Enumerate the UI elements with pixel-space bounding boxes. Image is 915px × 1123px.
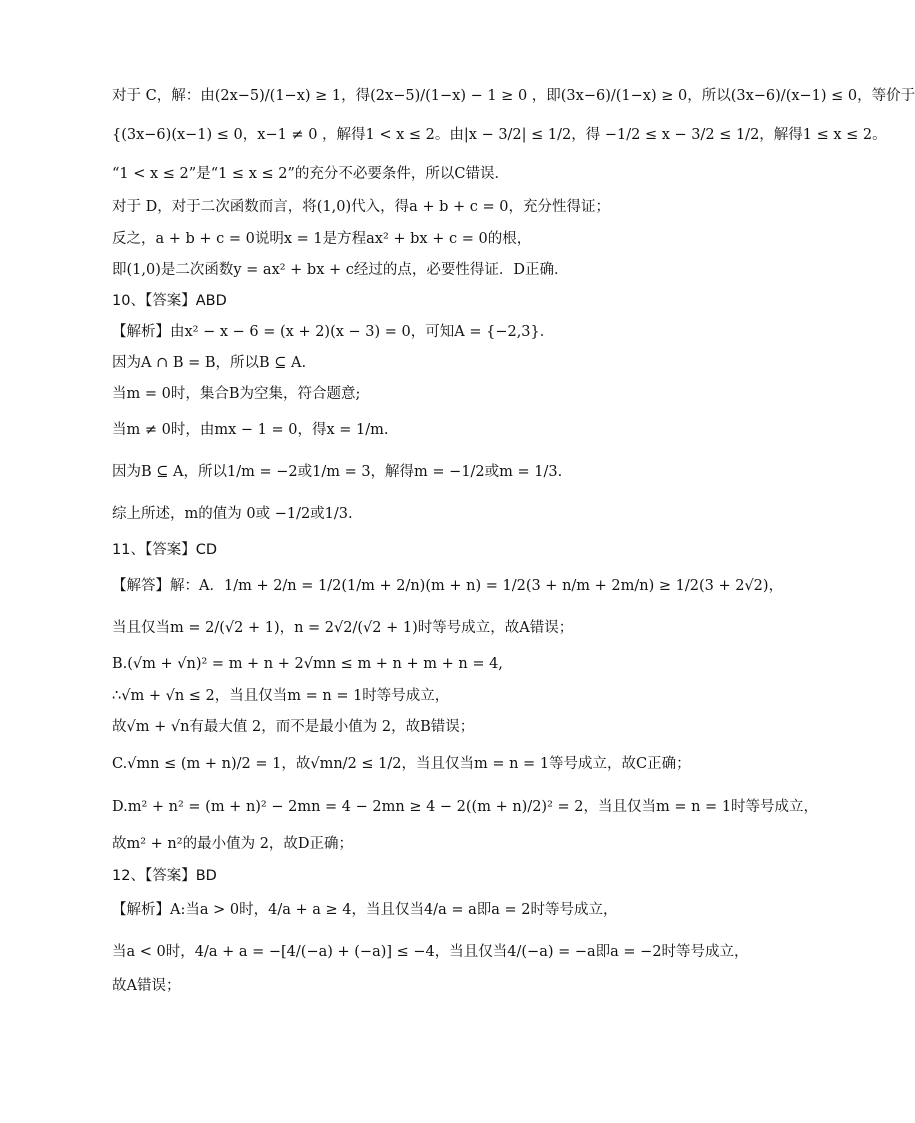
- text-line: D.m² + n² = (m + n)² − 2mn = 4 − 2mn ≥ 4 − 2((m + n)/2)² = 2，当且仅当m = n = 1时等号成立，: [112, 799, 819, 815]
- text-line: 当a < 0时，4/a + a = −[4/(−a) + (−a)] ≤ −4，当且仅当4/(−a) = −a即a = −2时等号成立，: [112, 944, 749, 960]
- text-line: 故√m + √n有最大值 2，而不是最小值为 2，故B错误；: [112, 719, 475, 735]
- text-line: 因为A ∩ B = B，所以B ⊆ A.: [112, 355, 307, 371]
- text-line: 反之，a + b + c = 0说明x = 1是方程ax² + bx + c = 0的根，: [112, 231, 532, 247]
- text-line: 故m² + n²的最小值为 2，故D正确；: [112, 836, 354, 852]
- text-line: 当且仅当m = 2/(√2 + 1)，n = 2√2/(√2 + 1)时等号成立，故A错误；: [112, 620, 574, 636]
- text-line: 【解答】解：A．1/m + 2/n = 1/2(1/m + 2/n)(m + n) = 1/2(3 + n/m + 2m/n) ≥ 1/2(3 + 2√2)，: [112, 578, 784, 594]
- text-line: 对于 C，解：由(2x−5)/(1−x) ≥ 1，得(2x−5)/(1−x) − 1 ≥ 0 ，即(3x−6)/(1−x) ≥ 0，所以(3x−6)/(x−1) ≤ 0，等价于: [112, 88, 915, 104]
- text-line: 故A错误；: [112, 978, 181, 994]
- text-line: {(3x−6)(x−1) ≤ 0，x−1 ≠ 0 ，解得1 < x ≤ 2。由|x − 3/2| ≤ 1/2，得 −1/2 ≤ x − 3/2 ≤ 1/2，解得1 ≤ x ≤ 2。: [112, 127, 887, 143]
- answer-heading: 10、【答案】ABD: [112, 293, 227, 309]
- text-line: 综上所述，m的值为 0或 −1/2或1/3.: [112, 506, 353, 522]
- text-line: 当m = 0时，集合B为空集，符合题意;: [112, 386, 361, 402]
- text-line: “1 < x ≤ 2”是“1 ≤ x ≤ 2”的充分不必要条件，所以C错误．: [112, 166, 509, 182]
- text-line: 【解析】A:当a > 0时，4/a + a ≥ 4，当且仅当4/a = a即a = 2时等号成立，: [112, 902, 618, 918]
- text-line: B.(√m + √n)² = m + n + 2√mn ≤ m + n + m + n = 4,: [112, 656, 503, 672]
- answer-heading: 12、【答案】BD: [112, 868, 217, 884]
- text-line: 对于 D，对于二次函数而言，将(1,0)代入，得a + b + c = 0，充分性得证；: [112, 199, 610, 215]
- text-line: 因为B ⊆ A，所以1/m = −2或1/m = 3，解得m = −1/2或m = 1/3.: [112, 464, 563, 480]
- text-line: C.√mn ≤ (m + n)/2 = 1，故√mn/2 ≤ 1/2，当且仅当m = n = 1等号成立，故C正确；: [112, 756, 691, 772]
- answer-heading: 11、【答案】CD: [112, 542, 217, 558]
- text-line: 当m ≠ 0时，由mx − 1 = 0，得x = 1/m.: [112, 422, 389, 438]
- text-line: ∴√m + √n ≤ 2，当且仅当m = n = 1时等号成立，: [112, 688, 450, 704]
- text-line: 【解析】由x² − x − 6 = (x + 2)(x − 3) = 0，可知A = {−2,3}．: [112, 324, 555, 340]
- text-line: 即(1,0)是二次函数y = ax² + bx + c经过的点，必要性得证．D正确．: [112, 262, 569, 278]
